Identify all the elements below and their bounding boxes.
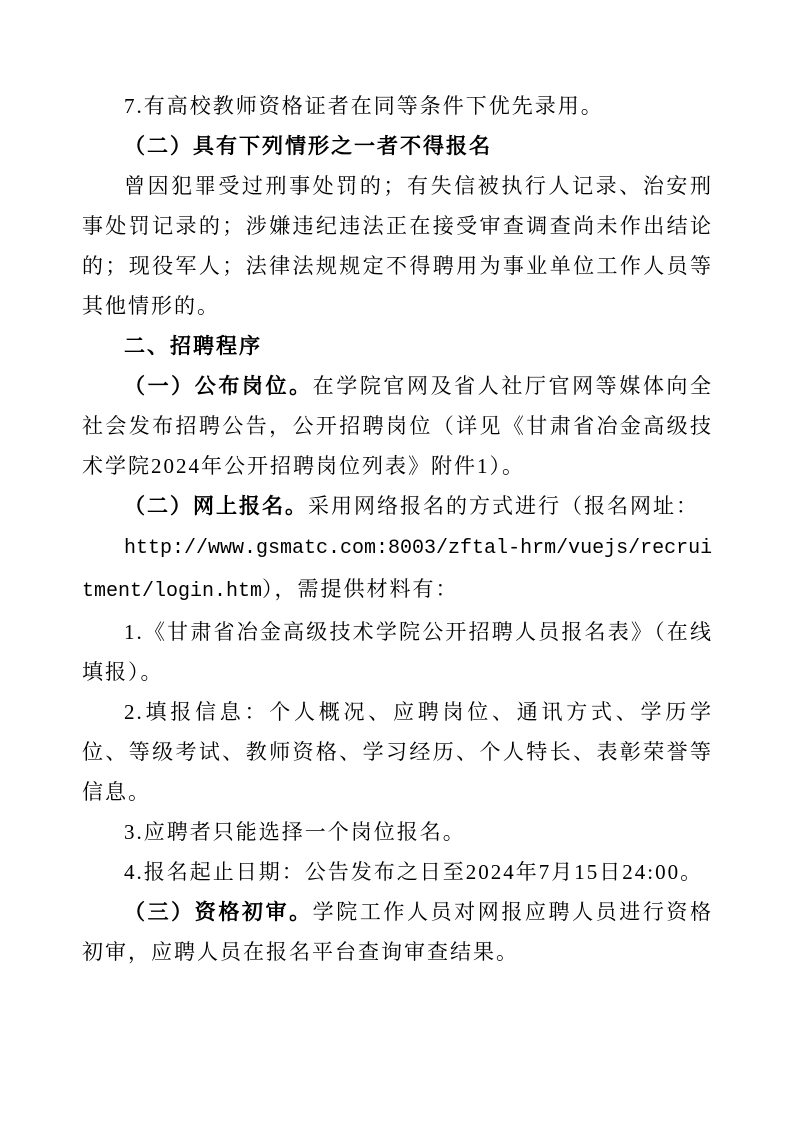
paragraph-text: 曾因犯罪受过刑事处罚的；有失信被执行人记录、治安刑事处罚记录的；涉嫌违纪违法正在接受审查调查尚未作出结论的；现役军人；法律法规规定不得聘用为事业单位工作人员等其他情形的。 xyxy=(82,174,713,318)
para-disqualification-list xyxy=(82,166,713,326)
para-item-1-application-form xyxy=(82,612,713,692)
heading-text: （二）具有下列情形之一者不得报名 xyxy=(124,134,492,158)
paragraph-text: 7.有高校教师资格证者在同等条件下优先录用。 xyxy=(124,94,604,118)
run-label-bold: （一）公布岗位。 xyxy=(124,374,313,398)
paragraph-text: 4.报名起止日期：公告发布之日至2024年7月15日24:00。 xyxy=(124,860,704,884)
para-qualification-review xyxy=(82,892,713,972)
paragraph-text: 3.应聘者只能选择一个岗位报名。 xyxy=(124,820,466,844)
para-registration-url xyxy=(82,526,713,612)
run-label-bold: （二）网上报名。 xyxy=(124,494,308,518)
para-publish-positions xyxy=(82,366,713,486)
para-online-registration xyxy=(82,486,713,526)
registration-url: http://www.gsmatc.com:8003/zftal-hrm/vuejs/recruitment/login.htm xyxy=(82,537,713,603)
run-label-bold: （三）资格初审。 xyxy=(124,900,313,924)
paragraph-text: 采用网络报名的方式进行（报名网址： xyxy=(308,494,699,518)
heading-recruitment-procedure xyxy=(82,326,713,366)
heading-text: 二、招聘程序 xyxy=(124,334,262,358)
heading-disqualification-conditions xyxy=(82,126,713,166)
para-item-3-one-position xyxy=(82,812,713,852)
paragraph-text: ），需提供材料有： xyxy=(262,577,459,601)
paragraph-text: 1.《甘肃省冶金高级技术学院公开招聘人员报名表》（在线填报）。 xyxy=(82,620,713,684)
para-item-2-fill-info xyxy=(82,692,713,812)
para-item-4-deadline xyxy=(82,852,713,892)
paragraph-text: 在学院官网及省人社厅官网等媒体向全社会发布招聘公告，公开招聘岗位（详见《甘肃省冶金高级技术学院2024年公开招聘岗位列表》附件1）。 xyxy=(82,374,714,478)
para-clause-7 xyxy=(82,86,713,126)
paragraph-text: 学院工作人员对网报应聘人员进行资格初审，应聘人员在报名平台查询审查结果。 xyxy=(82,900,714,964)
paragraph-text: 2.填报信息：个人概况、应聘岗位、通讯方式、学历学位、等级考试、教师资格、学习经历、个人特长、表彰荣誉等信息。 xyxy=(82,700,713,804)
